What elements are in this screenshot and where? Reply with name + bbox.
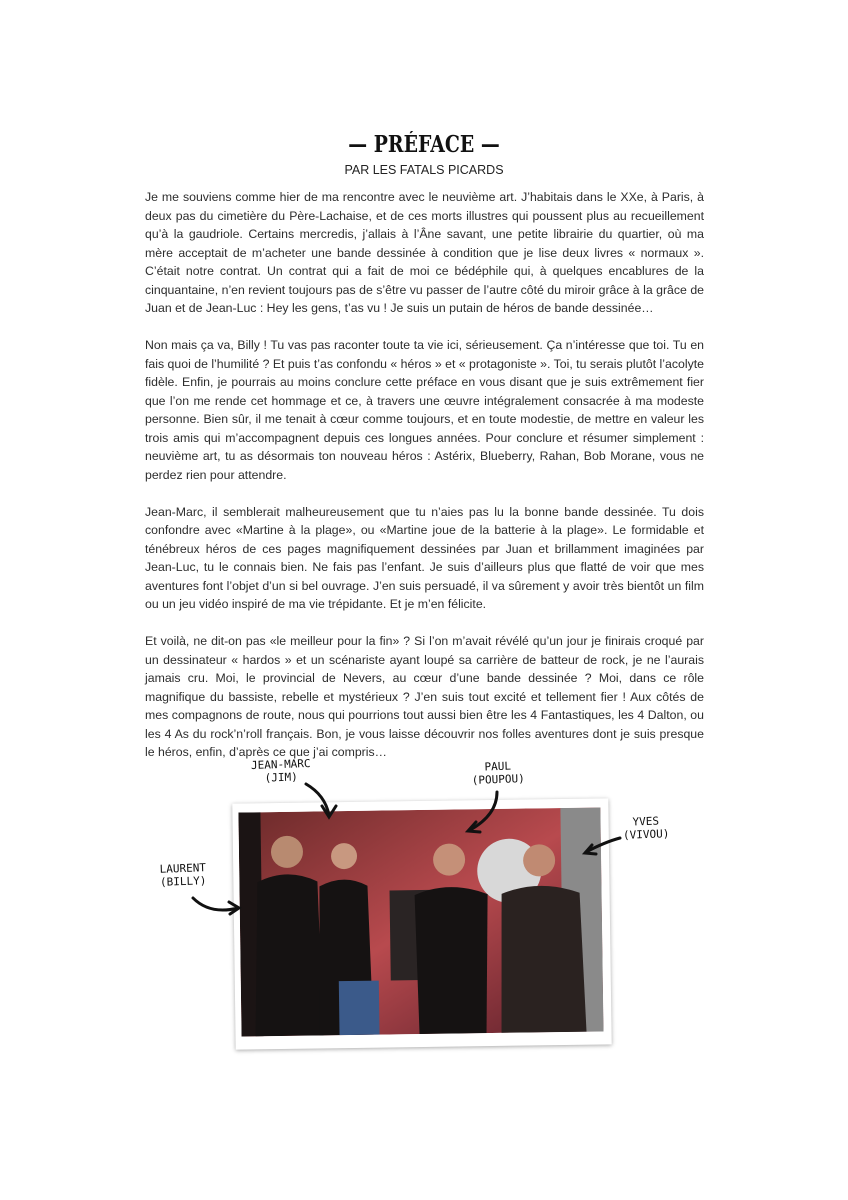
label-yves [614,814,679,842]
label-name: YVES [632,814,660,829]
paragraph: Non mais ça va, Billy ! Tu vas pas raconter toute ta vie ici, sérieusement. Ça n’intéresse que toi. Tu en fais quoi de l’humilité ? Et puis t’as confondu « héros » et « protagoniste ». Toi, tu serais plutôt l’acolyte fidèle. Enfin, je pourrais au moins conclure cette préface en vous disant que je suis extrêmement fier que l’on me rende cet hommage et ce, à travers une œuvre intégralement consacrée à ma modeste personne. Bien sûr, il me tenait à cœur comme toujours, et en toute modestie, de mettre en valeur les trois amis qui m’accompagnent depuis ces longues années. Pour conclure et résumer simplement : neuvième art, tu as désormais ton nouveau héros : Astérix, Blueberry, Rahan, Bob Morane, vous ne perdez rien pour attendre. [145,338,704,482]
label-name: PAUL [484,759,512,774]
label-nickname: (BILLY) [159,874,207,889]
paragraph: Je me souviens comme hier de ma rencontre avec le neuvième art. J’habitais dans le XXe, à Paris, à deux pas du cimetière du Père-Lachaise, et de ces morts illustres qui poussent plus au recueillement qu’à la gaudriole. Certains mercredis, j’allais à l’Âne savant, une petite librairie du quartier, où ma mère acceptait de m’acheter une bande dessinée à condition que je lise deux livres « normaux ». C’était notre contrat. Un contrat qui a fait de moi ce bédéphile qui, à quelques encablures de la cinquantaine, n’en revient toujours pas de s’être vu passer de l’autre côté du miroir grâce à la grâce de Juan et de Jean-Luc : Hey les gens, t’as vu ! Je suis un putain de héros de bande dessinée… [145,190,704,315]
label-paul [460,759,537,788]
page-subtitle: PAR LES FATALS PICARDS [344,163,504,177]
label-nickname: (VIVOU) [622,827,670,842]
label-name: LAURENT [159,861,207,876]
label-name: JEAN-MARC [250,756,311,773]
label-nickname: (POUPOU) [471,772,525,787]
paragraph: Jean-Marc, il semblerait malheureusement que tu n’aies pas lu la bonne bande dessinée. Tu dois confondre avec «Martine à la plage», ou «Martine joue de la batterie à la plage». Le formidable et ténébreux héros de ces pages magnifiquement dessinées par Juan et brillamment imaginées par Jean-Luc, tu le connais bien. Ne fais pas l’enfant. Je suis d’ailleurs plus que flatté de voir que mes aventures font l’objet d’un si bel ouvrage. J’en suis persuadé, il va sûrement y avoir très bientôt un film ou un jeu vidéo inspiré de ma vie trépidante. Et je m’en félicite. [145,504,704,611]
page-title: — PRÉFACE — [348,131,500,158]
paragraph: Et voilà, ne dit-on pas «le meilleur pour la fin» ? Si l’on m’avait révélé qu’un jour je finirais croqué par un dessinateur « hardos » et un scénariste ayant loupé sa carrière de batteur de rock, je ne l’aurais jamais cru. Moi, le provincial de Nevers, au cœur d’une bande dessinée ? Moi, dans ce rôle magnifique du bassiste, rebelle et mystérieux ? J’en suis tout excité et tellement fier ! Aux côtés de mes compagnons de route, nous qui pourrions tout aussi bien être les 4 Fantastiques, les 4 Dalton, ou les 4 As du rock’n’roll français. Bon, je vous laisse découvrir nos folles aventures dont je suis presque le héros, enfin, d’après ce que j’ai compris… [145,634,704,759]
label-laurent [150,861,217,889]
label-nickname: (JIM) [264,770,299,785]
label-jean-marc [240,757,323,786]
